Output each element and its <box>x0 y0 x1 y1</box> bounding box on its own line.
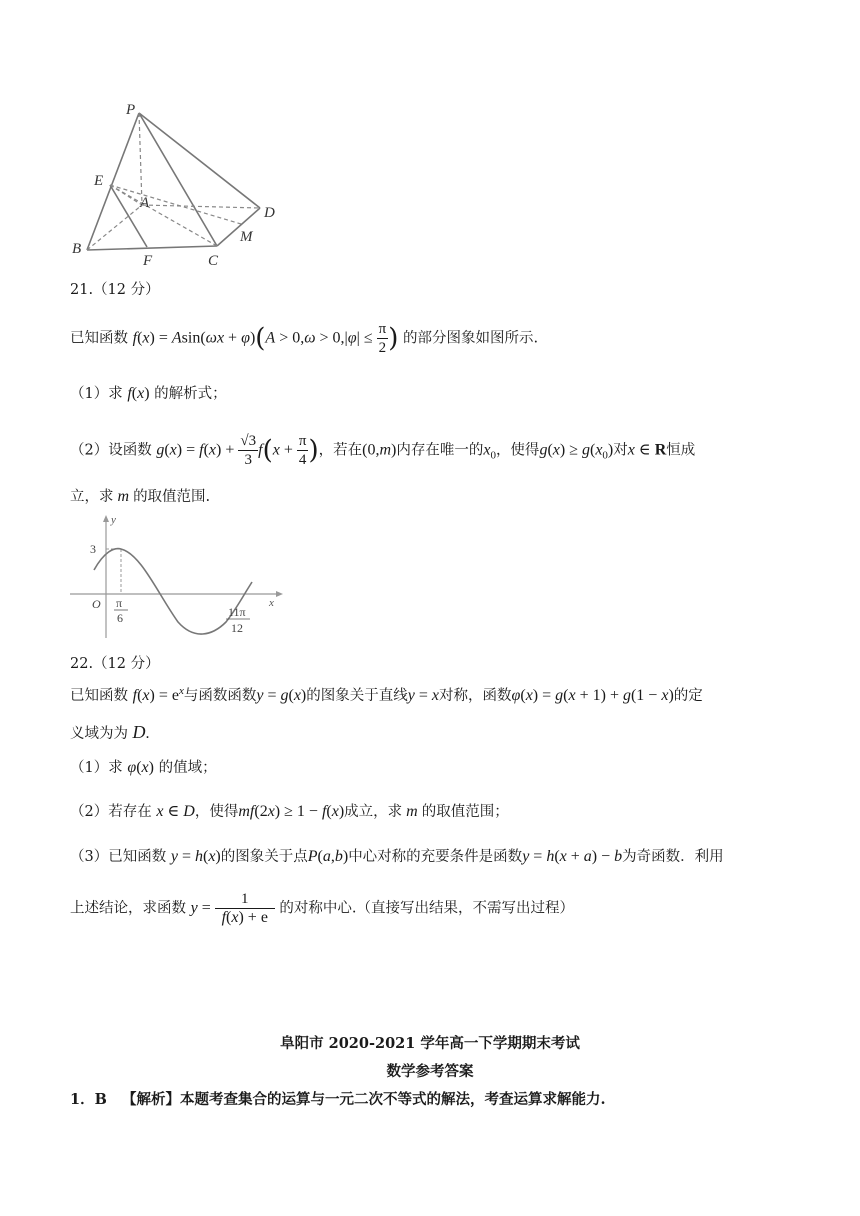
vertex-label-m: M <box>240 229 253 245</box>
y-tick-3: 3 <box>90 542 96 556</box>
vertex-label-c: C <box>208 253 219 269</box>
q21-part2-cont: 立，求 m 的取值范围. <box>70 488 211 505</box>
q21-part2: （2）设函数 g(x) = f(x) + $\frac{√3}{3}$ f(x + $\frac{\pi}{4}$ )，若在(0,m)内存在唯一的$x_0$，使得$g(x) \ge g(x_0)$对x ∈ R恒成 <box>70 433 696 468</box>
pyramid-figure <box>60 95 290 270</box>
vertex-label-f: F <box>143 253 153 269</box>
origin-label: O <box>92 597 101 611</box>
answers-subtitle: 数学参考答案 <box>386 1063 474 1080</box>
x-tick-11pi-12: 11π <box>228 605 246 619</box>
answer-item-1: 1．B 【解析】本题考查集合的运算与一元二次不等式的解法，考查运算求解能力. <box>70 1091 606 1108</box>
q21-stem: 已知函数 f(x) = Asin(ωx + φ)(A > 0,ω > 0,|φ| ≤ $\frac{\pi}{2}$ ) 的部分图象如图所示. <box>70 321 539 356</box>
sine-graph <box>66 512 286 642</box>
q22-number: 22.（12 分） <box>70 656 160 672</box>
q21-number: 21.（12 分） <box>70 282 160 298</box>
answers-title: 阜阳市 2020-2021 学年高一下学期期末考试 <box>280 1035 580 1052</box>
vertex-label-e: E <box>94 173 104 189</box>
q22-part3-cont: 上述结论，求函数 y = $\frac{1}{f(x) + e}$ 的对称中心.（直接写出结果，不需写出过程） <box>70 891 574 926</box>
vertex-label-b: B <box>72 241 82 257</box>
q22-part3: （3）已知函数 y = h(x)的图象关于点P(a,b)中心对称的充要条件是函数y = h(x + a) − b为奇函数．利用 <box>70 848 724 865</box>
x-tick-11pi-12-den: 12 <box>231 621 243 635</box>
q21-part1: （1）求 f(x) 的解析式； <box>70 385 227 402</box>
x-axis-label: x <box>269 597 274 609</box>
x-tick-pi-6: π <box>116 596 123 610</box>
vertex-label-a: A <box>140 195 150 211</box>
vertex-label-d: D <box>264 205 275 221</box>
vertex-label-p: P <box>126 102 136 118</box>
x-tick-pi-6-den: 6 <box>117 611 123 625</box>
q22-stem-cont: 义域为为 D. <box>70 722 150 742</box>
q22-part1: （1）求 φ(x) 的值域； <box>70 759 217 776</box>
q22-part2: （2）若存在 x ∈ D，使得mf(2x) ≥ 1 − f(x)成立，求 m 的取值范围； <box>70 803 509 820</box>
y-axis-label: y <box>111 514 116 526</box>
q22-stem: 已知函数 $f(x) = e^x$与函数函数y = g(x)的图象关于直线y = x对称，函数φ(x) = g(x + 1) + g(1 − x)的定 <box>70 685 703 704</box>
